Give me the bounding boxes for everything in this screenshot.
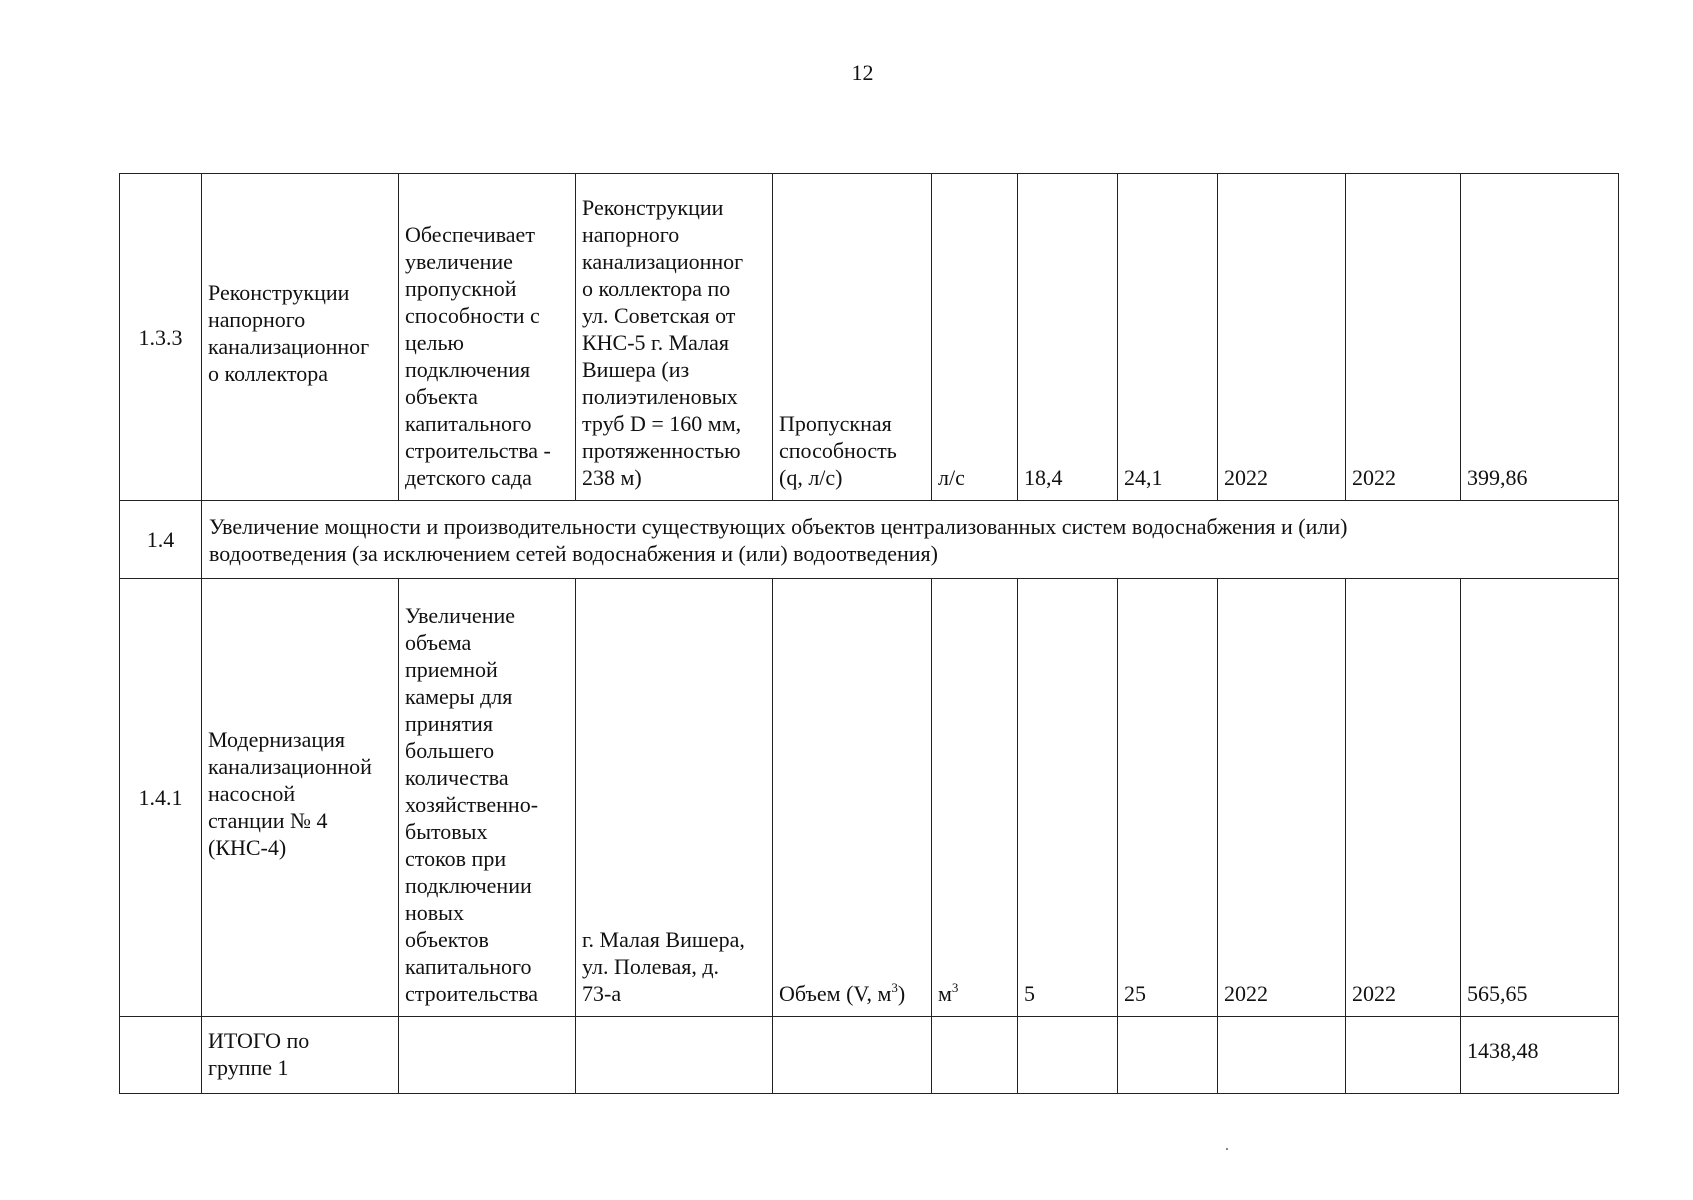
project-name: Реконструкции напорного канализационног о коллектора bbox=[202, 174, 399, 501]
empty-cell bbox=[399, 1017, 576, 1094]
section-heading: Увеличение мощности и производительности существующих объектов централизованных систем водоснабжения и (или) водоотведения (за исключением сетей водоснабжения и (или) водоотведения) bbox=[202, 501, 1619, 579]
value-before: 18,4 bbox=[1018, 174, 1118, 501]
project-purpose: Обеспечивает увеличение пропускной способности с целью подключения объекта капитального строительства - детского сада bbox=[399, 174, 576, 501]
row-number: 1.3.3 bbox=[120, 174, 202, 501]
row-number: 1.4.1 bbox=[120, 579, 202, 1017]
empty-cell bbox=[1018, 1017, 1118, 1094]
empty-cell bbox=[932, 1017, 1018, 1094]
table-row-1-3-3 bbox=[120, 174, 1619, 501]
value-after: 25 bbox=[1118, 579, 1218, 1017]
empty-cell bbox=[1118, 1017, 1218, 1094]
total-cost: 1438,48 bbox=[1461, 1017, 1619, 1094]
total-label: ИТОГО по группе 1 bbox=[202, 1017, 399, 1094]
value-before: 5 bbox=[1018, 579, 1118, 1017]
empty-cell bbox=[576, 1017, 773, 1094]
year-start: 2022 bbox=[1218, 579, 1346, 1017]
investment-program-table bbox=[119, 173, 1619, 1094]
table-row-total bbox=[120, 1017, 1619, 1094]
scan-speck bbox=[1226, 1148, 1228, 1150]
page-number: 12 bbox=[851, 60, 874, 85]
table-row-1-4 bbox=[120, 501, 1619, 579]
unit: $м^3$ bbox=[932, 579, 1018, 1017]
year-end: 2022 bbox=[1346, 174, 1461, 501]
unit: л/с bbox=[932, 174, 1018, 501]
project-purpose: Увеличение объема приемной камеры для принятия большего количества хозяйственно- бытовых стоков при подключении новых объектов капитального строительства bbox=[399, 579, 576, 1017]
project-location: г. Малая Вишера, ул. Полевая, д. 73-а bbox=[576, 579, 773, 1017]
empty-cell bbox=[1346, 1017, 1461, 1094]
indicator-name: Объем (V, $м^3$) bbox=[773, 579, 932, 1017]
year-start: 2022 bbox=[1218, 174, 1346, 501]
cost: 565,65 bbox=[1461, 579, 1619, 1017]
value-after: 24,1 bbox=[1118, 174, 1218, 501]
empty-cell bbox=[1218, 1017, 1346, 1094]
project-name: Модернизация канализационной насосной станции № 4 (КНС-4) bbox=[202, 579, 399, 1017]
year-end: 2022 bbox=[1346, 579, 1461, 1017]
empty-cell bbox=[120, 1017, 202, 1094]
indicator-name: Пропускная способность (q, л/с) bbox=[773, 174, 932, 501]
table-row-1-4-1 bbox=[120, 579, 1619, 1017]
cost: 399,86 bbox=[1461, 174, 1619, 501]
empty-cell bbox=[773, 1017, 932, 1094]
project-location: Реконструкции напорного канализационног о коллектора по ул. Советская от КНС-5 г. Малая Вишера (из полиэтиленовых труб D = 160 мм, протяженностью 238 м) bbox=[576, 174, 773, 501]
row-number: 1.4 bbox=[120, 501, 202, 579]
